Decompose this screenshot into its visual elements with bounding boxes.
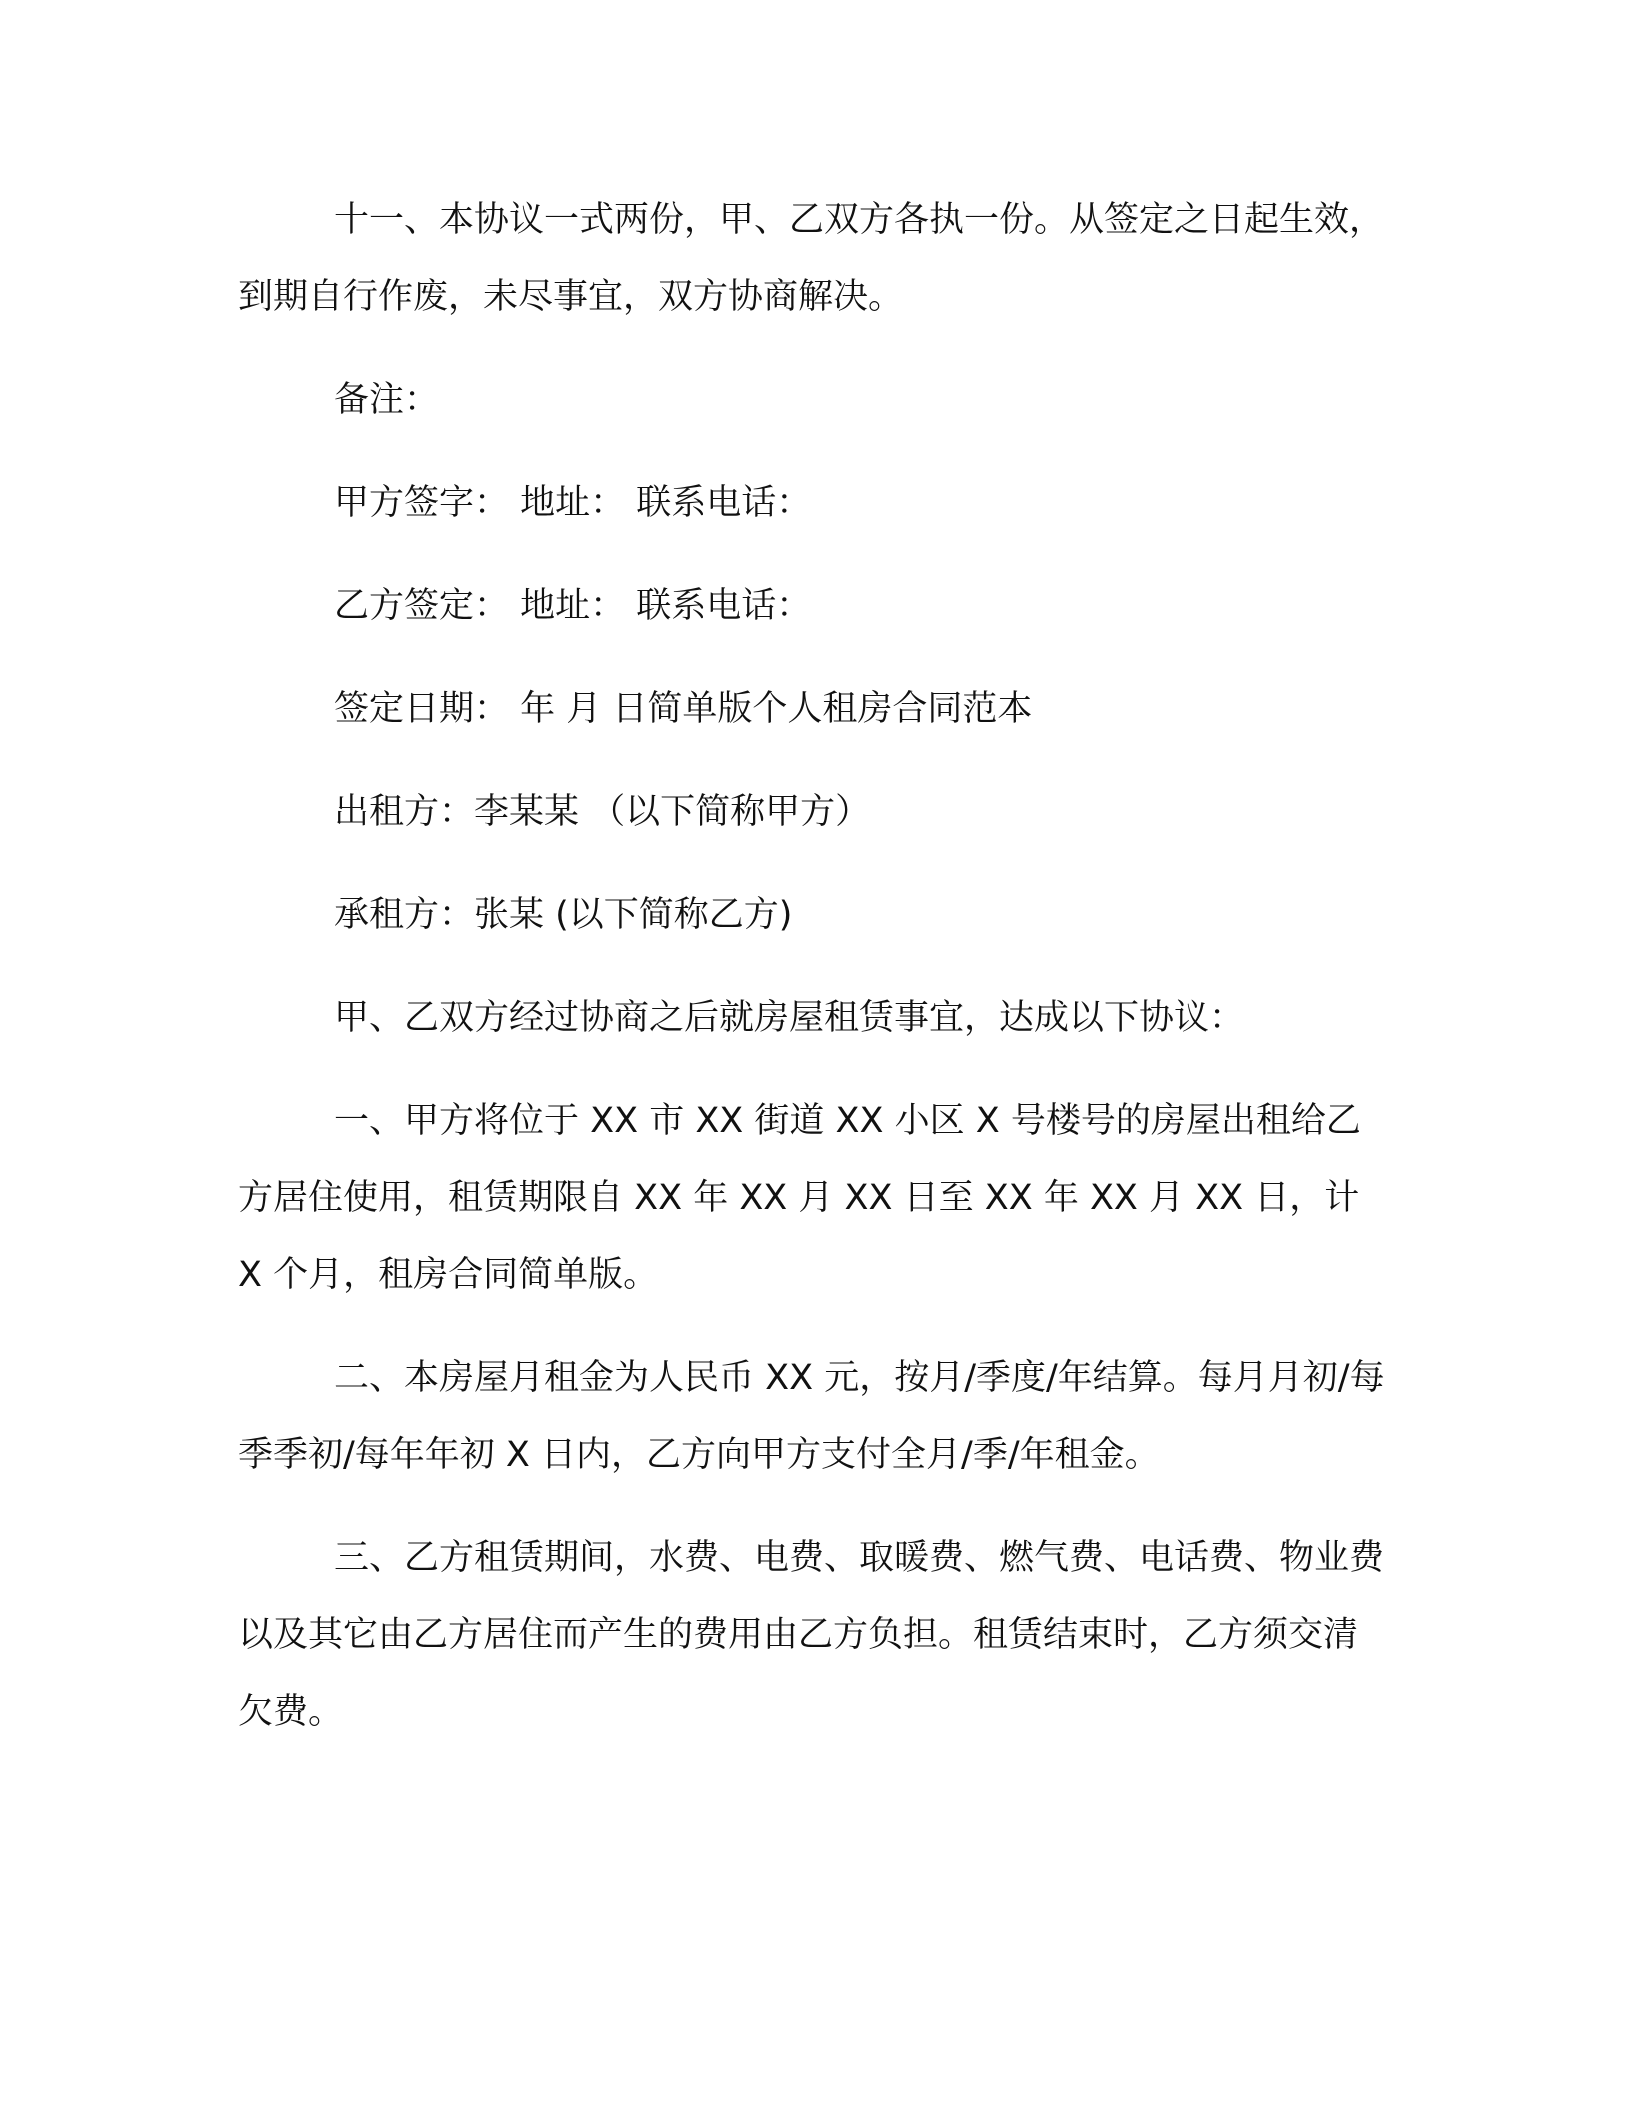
lessor-line: 出租方：李某某 （以下简称甲方） — [334, 792, 871, 832]
party-a-signature-line: 甲方签字： 地址： 联系电话： — [334, 483, 812, 523]
clause-one: 一、甲方将位于 XX 市 XX 街道 XX 小区 X 号楼号的房屋出租给乙方居住使用，租赁期限自 XX 年 XX 月 XX 日至 XX 年 XX 月 XX 日，计 X 个月，租房合同简单版。 — [238, 1101, 1361, 1295]
remarks-label: 备注： — [334, 380, 440, 420]
agreement-intro: 甲、乙双方经过协商之后就房屋租赁事宜，达成以下协议： — [334, 998, 1245, 1038]
signing-date-line: 签定日期： 年 月 日简单版个人租房合同范本 — [334, 689, 1033, 729]
document-body — [238, 182, 1390, 1777]
lessee-line: 承租方：张某 (以下简称乙方) — [334, 895, 793, 935]
party-b-signature-line: 乙方签定： 地址： 联系电话： — [334, 586, 812, 626]
clause-two: 二、本房屋月租金为人民币 XX 元，按月/季度/年结算。每月月初/每季季初/每年年初 X 日内，乙方向甲方支付全月/季/年租金。 — [238, 1358, 1385, 1475]
clause-three: 三、乙方租赁期间，水费、电费、取暖费、燃气费、电话费、物业费以及其它由乙方居住而产生的费用由乙方负担。租赁结束时，乙方须交清欠费。 — [238, 1538, 1385, 1732]
clause-eleven: 十一、本协议一式两份，甲、乙双方各执一份。从签定之日起生效，到期自行作废，未尽事宜，双方协商解决。 — [238, 200, 1385, 317]
